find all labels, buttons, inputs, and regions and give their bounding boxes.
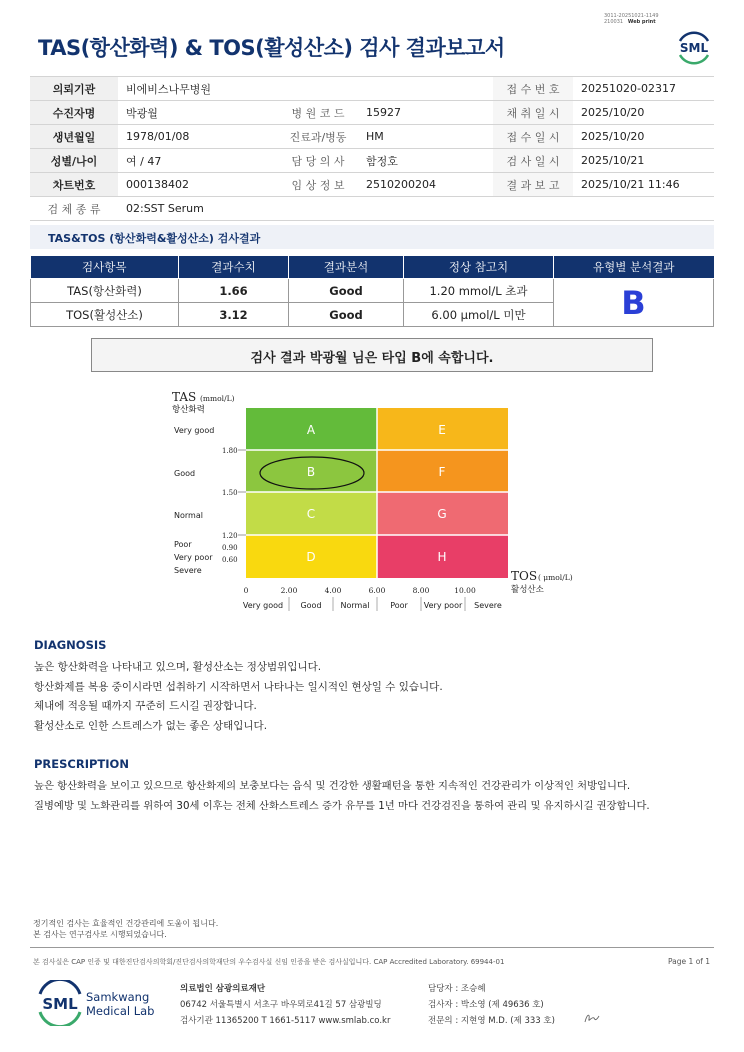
y-level-normal: Normal (174, 511, 203, 520)
x-axis-title: TOS (511, 569, 538, 583)
x-tick: 6.00 (368, 586, 386, 595)
tas-reference: 1.20 mmol/L 초과 (404, 279, 554, 303)
label-chart-no: 차트번호 (30, 173, 118, 197)
note-line: 본 검사는 연구검사로 시행되었습니다. (33, 930, 167, 939)
y-axis-unit: (mmol/L) (200, 394, 235, 403)
label-collection-date: 채 취 일 시 (493, 101, 573, 125)
cap-note: 본 검사실은 CAP 인증 및 대한진단검사의학회/진단검사의학재단의 우수검사실 신임 인증을 받은 검사실입니다. CAP Accredited Laboratory. 69944-01 (33, 958, 505, 966)
label-hospital-code: 병 원 코 드 (278, 101, 358, 125)
logo-name-line2: Medical Lab (86, 1004, 155, 1018)
staff-info (428, 981, 555, 1029)
zone-label-f: F (438, 465, 446, 479)
corp-address: 06742 서울특별시 서초구 바우뫼로41길 57 삼광빌딩 (180, 1000, 382, 1010)
report-code: 3011-20251021-1149 (604, 13, 659, 19)
x-axis-unit: ( μmol/L) (538, 573, 573, 582)
x-level-very-poor: Very poor (423, 601, 463, 610)
x-tick: 2.00 (280, 586, 298, 595)
value-hospital-code: 15927 (358, 101, 493, 125)
staff-manager: 담당자 : 조승혜 (428, 984, 486, 994)
results-table (30, 255, 714, 327)
value-receipt-date: 2025/10/20 (573, 125, 714, 149)
result-banner: 검사 결과 박광월 님은 타입 B에 속합니다. (91, 338, 653, 372)
label-doctor: 담 당 의 사 (278, 149, 358, 173)
value-department: HM (358, 125, 493, 149)
label-department: 진료과/병동 (278, 125, 358, 149)
corp-contact: 검사기관 11365200 T 1661-5117 www.smlab.co.kr (180, 1016, 391, 1026)
diagnosis-line: 활성산소로 인한 스트레스가 없는 좋은 상태입니다. (34, 719, 268, 732)
tos-value: 3.12 (179, 303, 289, 327)
label-institution: 의뢰기관 (30, 77, 118, 101)
zone-label-d: D (306, 550, 316, 564)
info-row (30, 125, 714, 149)
prescription-line: 질병예방 및 노화관리를 위하여 30세 이후는 전체 산화스트레스 증가 유무를 1년 마다 건강검진을 통하여 관리 및 유지하시길 권장합니다. (34, 799, 650, 812)
type-result: B (554, 279, 714, 327)
value-clinical-info: 2510200204 (358, 173, 493, 197)
x-tick: 0 (243, 586, 249, 595)
prescription-text (34, 777, 650, 816)
zone-label-h: H (437, 550, 447, 564)
results-header-row (31, 256, 714, 279)
web-print-label: Web print (627, 19, 656, 25)
label-specimen: 검 체 종 류 (30, 197, 118, 221)
logo-text: SML (679, 41, 709, 55)
value-collection-date: 2025/10/20 (573, 101, 714, 125)
diagnosis-line: 높은 항산화력을 나타내고 있으며, 활성산소는 정상범위입니다. (34, 661, 322, 673)
footnotes (33, 918, 218, 940)
info-row (30, 101, 714, 125)
sml-logo (674, 27, 714, 67)
table-row (31, 279, 714, 303)
diagnosis-line: 체내에 적응될 때까지 꾸준히 드시길 권장합니다. (34, 700, 257, 712)
staff-specialist: 전문의 : 지현영 M.D. (제 333 호) (428, 1016, 555, 1026)
label-test-date: 검 사 일 시 (493, 149, 573, 173)
label-patient-name: 수진자명 (30, 101, 118, 125)
tas-item: TAS(항산화력) (31, 279, 179, 303)
prescription-heading: PRESCRIPTION (34, 757, 129, 771)
page-number: Page 1 of 1 (668, 957, 711, 966)
y-tick: 1.50 (222, 489, 238, 497)
staff-tester: 검사자 : 박소영 (제 49636 호) (428, 1000, 544, 1010)
info-row (30, 197, 714, 221)
tas-analysis: Good (289, 279, 404, 303)
col-analysis: 결과분석 (289, 256, 404, 279)
tas-value: 1.66 (179, 279, 289, 303)
footer-divider (30, 947, 714, 948)
report-title: TAS(항산화력) & TOS(활성산소) 검사 결과보고서 (38, 36, 505, 60)
corp-info (180, 981, 390, 1029)
note-line: 정기적인 검사는 효율적인 건강관리에 도움이 됩니다. (33, 919, 219, 928)
col-test-item: 검사항목 (31, 256, 179, 279)
label-report-date: 결 과 보 고 (493, 173, 573, 197)
value-specimen: 02:SST Serum (118, 197, 714, 221)
zone-label-b: B (306, 465, 316, 479)
x-tick: 4.00 (324, 586, 342, 595)
x-tick: 8.00 (412, 586, 430, 595)
label-receipt-date: 접 수 일 시 (493, 125, 573, 149)
y-level-poor: Poor (174, 540, 192, 549)
value-chart-no: 000138402 (118, 173, 278, 197)
logo-name-line1: Samkwang (86, 990, 150, 1004)
y-axis-title: TAS (172, 390, 197, 404)
col-type-result: 유형별 분석결과 (554, 256, 714, 279)
zone-label-g: G (437, 507, 447, 521)
x-level-good: Good (300, 601, 322, 610)
zone-label-e: E (438, 423, 446, 437)
report-subcode: 210031 (604, 19, 624, 25)
label-sex-age: 성별/나이 (30, 149, 118, 173)
tos-item: TOS(활성산소) (31, 303, 179, 327)
print-code (604, 13, 659, 25)
signature-icon (582, 1010, 602, 1026)
zone-label-a: A (306, 423, 316, 437)
x-tick: 10.00 (454, 586, 476, 595)
x-level-poor: Poor (390, 601, 408, 610)
tos-analysis: Good (289, 303, 404, 327)
y-level-severe: Severe (174, 566, 202, 575)
value-doctor: 함정호 (358, 149, 493, 173)
x-level-severe: Severe (474, 601, 502, 610)
value-test-date: 2025/10/21 (573, 149, 714, 173)
y-tick: 1.20 (222, 532, 238, 540)
samkwang-logo (36, 980, 176, 1026)
y-level-good: Good (174, 469, 196, 478)
col-value: 결과수치 (179, 256, 289, 279)
value-birthdate: 1978/01/08 (118, 125, 278, 149)
y-tick: 1.80 (222, 447, 238, 455)
prescription-line: 높은 항산화력을 보이고 있으므로 항산화제의 보충보다는 음식 및 건강한 생활패턴을 통한 지속적인 건강관리가 이상적인 처방입니다. (34, 780, 631, 792)
y-level-very-good: Very good (174, 426, 215, 435)
value-patient-name: 박광월 (118, 101, 278, 125)
value-report-date: 2025/10/21 11:46 (573, 173, 714, 197)
tos-reference: 6.00 μmol/L 미만 (404, 303, 554, 327)
patient-info-table (30, 76, 714, 221)
info-row (30, 77, 714, 101)
info-row (30, 173, 714, 197)
col-reference: 정상 참고치 (404, 256, 554, 279)
zone-label-c: C (306, 507, 316, 521)
diagnosis-heading: DIAGNOSIS (34, 638, 107, 652)
type-chart (160, 383, 590, 615)
x-level-normal: Normal (340, 601, 370, 610)
results-section-title: TAS&TOS (항산화력&활성산소) 검사결과 (30, 225, 714, 249)
value-receipt-no: 20251020-02317 (573, 77, 714, 101)
y-tick: 0.90 (222, 544, 238, 552)
y-level-very-poor: Very poor (174, 553, 213, 562)
corp-name: 의료법인 삼광의료재단 (180, 984, 266, 994)
y-axis-subtitle: 항산화력 (172, 405, 205, 415)
y-tick: 0.60 (222, 556, 238, 564)
label-birthdate: 생년월일 (30, 125, 118, 149)
label-clinical-info: 임 상 정 보 (278, 173, 358, 197)
info-row (30, 149, 714, 173)
diagnosis-line: 항산화제를 복용 중이시라면 섭취하기 시작하면서 나타나는 일시적인 현상일 수 있습니다. (34, 680, 443, 693)
diagnosis-text (34, 658, 443, 736)
logo-sml-text: SML (42, 995, 78, 1013)
label-receipt-no: 접 수 번 호 (493, 77, 573, 101)
value-sex-age: 여 / 47 (118, 149, 278, 173)
x-level-very-good: Very good (242, 601, 284, 610)
value-institution: 비에비스나무병원 (118, 77, 493, 101)
x-axis-subtitle: 활성산소 (511, 585, 544, 595)
